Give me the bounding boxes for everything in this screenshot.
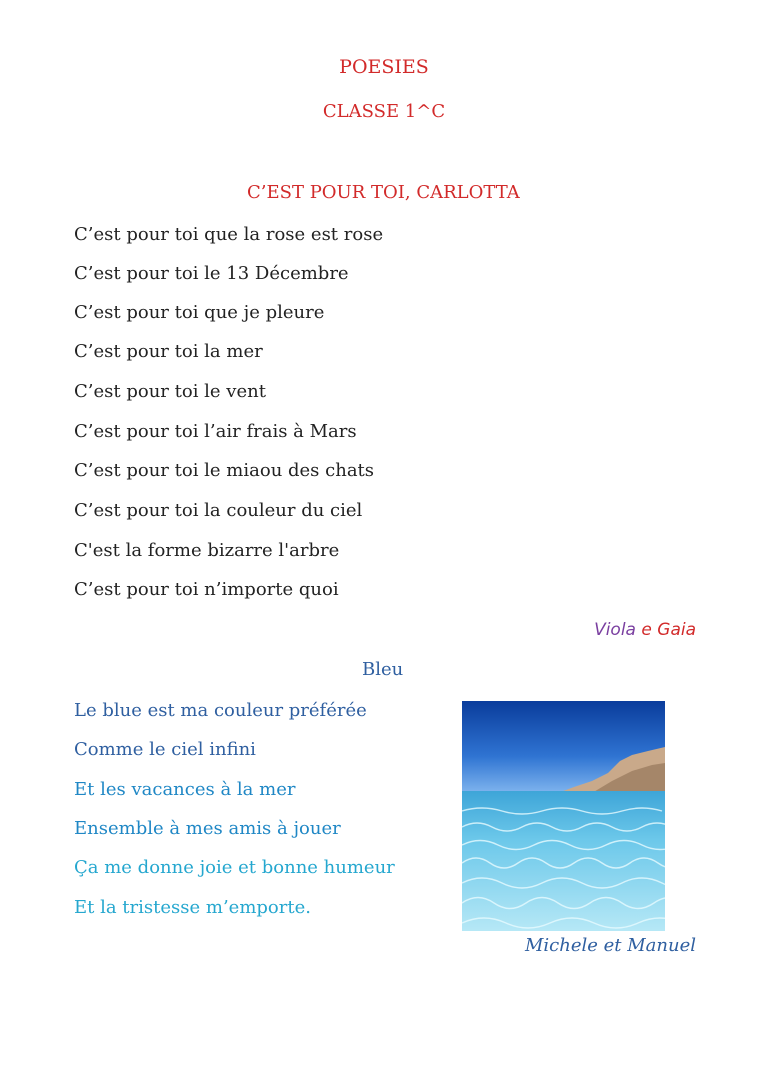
poem2-line: Ensemble à mes amis à jouer — [74, 818, 341, 839]
poem2-signature: Michele et Manuel — [524, 935, 696, 956]
poem1-line: C’est pour toi que la rose est rose — [74, 224, 384, 245]
poem1-title: C’EST POUR TOI, CARLOTTA — [247, 182, 520, 203]
poem1-line: C'est la forme bizarre l'arbre — [74, 540, 340, 561]
poem1-line: C’est pour toi le miaou des chats — [74, 460, 375, 481]
poem2-line: Ça me donne joie et bonne humeur — [74, 857, 395, 878]
author-conjunction: e — [641, 620, 652, 640]
poem2-line: Et la tristesse m’emporte. — [74, 897, 311, 918]
poem1-line: C’est pour toi l’air frais à Mars — [74, 421, 357, 442]
poem1-line: C’est pour toi n’importe quoi — [74, 579, 339, 600]
poem1-line: C’est pour toi la mer — [74, 341, 263, 362]
author-viola: Viola — [594, 620, 636, 640]
sea-photo — [462, 701, 665, 931]
poem1-line: C’est pour toi que je pleure — [74, 302, 325, 323]
poem1-line: C’est pour toi le 13 Décembre — [74, 263, 349, 284]
poem1-line: C’est pour toi la couleur du ciel — [74, 500, 363, 521]
poem2-line: Et les vacances à la mer — [74, 779, 296, 800]
poem2-line: Comme le ciel infini — [74, 739, 256, 760]
poem2-line: Le blue est ma couleur préférée — [74, 700, 367, 721]
poem1-signature — [594, 620, 696, 640]
author-gaia: Gaia — [657, 620, 696, 640]
poem1-line: C’est pour toi le vent — [74, 381, 266, 402]
class-label: CLASSE 1^C — [322, 101, 446, 122]
poem2-title: Bleu — [362, 659, 404, 680]
page-title: POESIES — [339, 56, 429, 78]
